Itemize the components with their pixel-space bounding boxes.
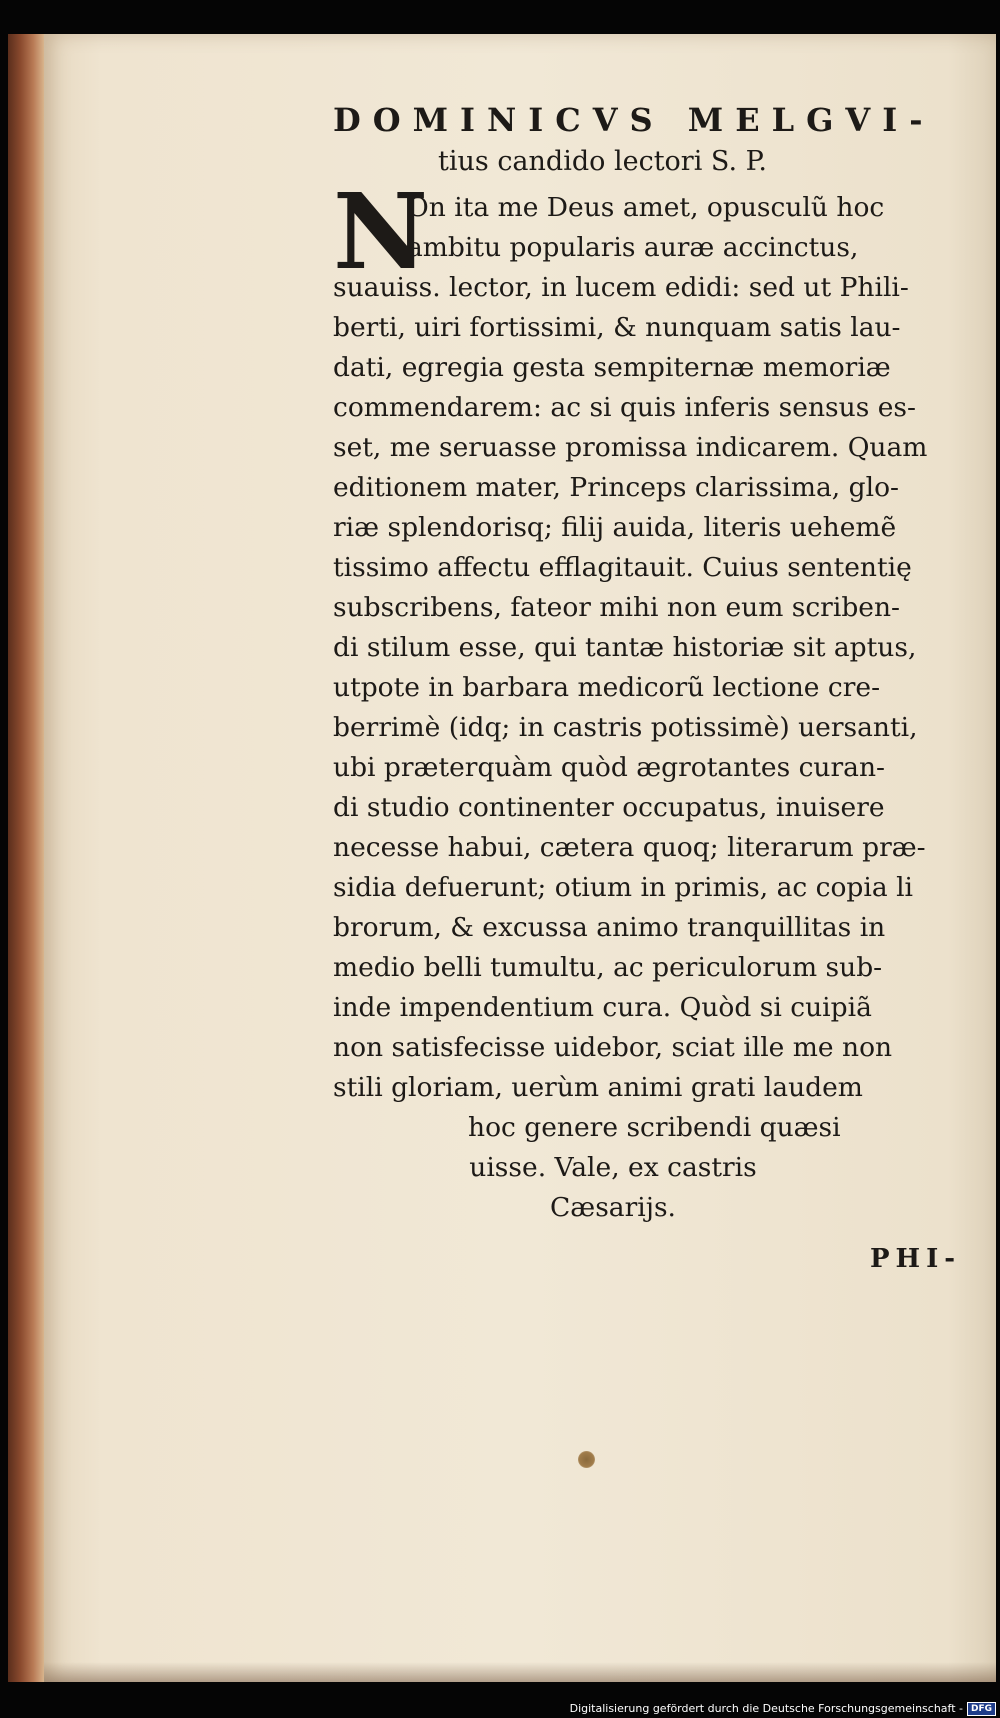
body-line: editionem mater, Princeps clarissima, glo- xyxy=(333,472,899,503)
body-line: set, me seruasse promissa indicarem. Quam xyxy=(333,432,928,463)
body-line: commendarem: ac si quis inferis sensus es- xyxy=(333,392,916,423)
body-line: non satisfecisse uidebor, sciat ille me non xyxy=(333,1032,893,1063)
page-stain xyxy=(578,1451,595,1468)
catchword: PHI- xyxy=(870,1244,962,1274)
digitization-credit xyxy=(570,1702,996,1716)
drop-capital: N xyxy=(333,170,429,293)
body-line: medio belli tumultu, ac periculorum sub- xyxy=(333,952,883,983)
body-line: ubi præterquàm quòd ægrotantes curan- xyxy=(333,752,885,783)
closing-line: uisse. Vale, ex castris xyxy=(469,1152,757,1183)
body-line: brorum, & excussa animo tranquillitas in xyxy=(333,912,886,943)
body-line: suauiss. lector, in lucem edidi: sed ut Phili- xyxy=(333,272,909,303)
body-line: utpote in barbara medicorũ lectione cre- xyxy=(333,672,881,703)
page-shadow xyxy=(44,1662,996,1682)
body-text xyxy=(333,170,973,1228)
heading-line-2: tius candido lectori S. P. xyxy=(438,146,767,177)
dfg-logo: DFG xyxy=(967,1702,996,1716)
body-line: berti, uiri fortissimi, & nunquam satis lau- xyxy=(333,312,901,343)
body-line: tissimo affectu efflagitauit. Cuius sententię xyxy=(333,552,912,583)
heading-line-1: DOMINICVS MELGVI- xyxy=(333,101,935,139)
body-line: necesse habui, cætera quoq; literarum præ- xyxy=(333,832,926,863)
credit-text: Digitalisierung gefördert durch die Deutsche Forschungsgemeinschaft - xyxy=(569,1702,963,1715)
closing-line: Cæsarijs. xyxy=(550,1192,676,1223)
body-line: hoc genere scribendi quæsi xyxy=(468,1112,841,1143)
book-fore-edge xyxy=(8,34,44,1682)
body-line: inde impendentium cura. Quòd si cuipiã xyxy=(333,992,872,1023)
text-block xyxy=(333,98,973,1228)
closing-lines xyxy=(333,1148,893,1228)
body-line: On ita me Deus amet, opusculũ hoc xyxy=(407,192,885,223)
body-line: dati, egregia gesta sempiternæ memoriæ xyxy=(333,352,891,383)
body-line: sidia defuerunt; otium in primis, ac copia li xyxy=(333,872,914,903)
body-line: riæ splendorisq; filij auida, literis uehemẽ xyxy=(333,512,897,543)
body-line: di stilum esse, qui tantæ historiæ sit aptus, xyxy=(333,632,917,663)
body-line: stili gloriam, uerùm animi grati laudem xyxy=(333,1072,863,1103)
body-line: di studio continenter occupatus, inuisere xyxy=(333,792,885,823)
body-line: ambitu popularis auræ accinctus, xyxy=(407,232,859,263)
body-line: subscribens, fateor mihi non eum scriben- xyxy=(333,592,900,623)
body-line: berrimè (idq; in castris potissimè) uersanti, xyxy=(333,712,918,743)
